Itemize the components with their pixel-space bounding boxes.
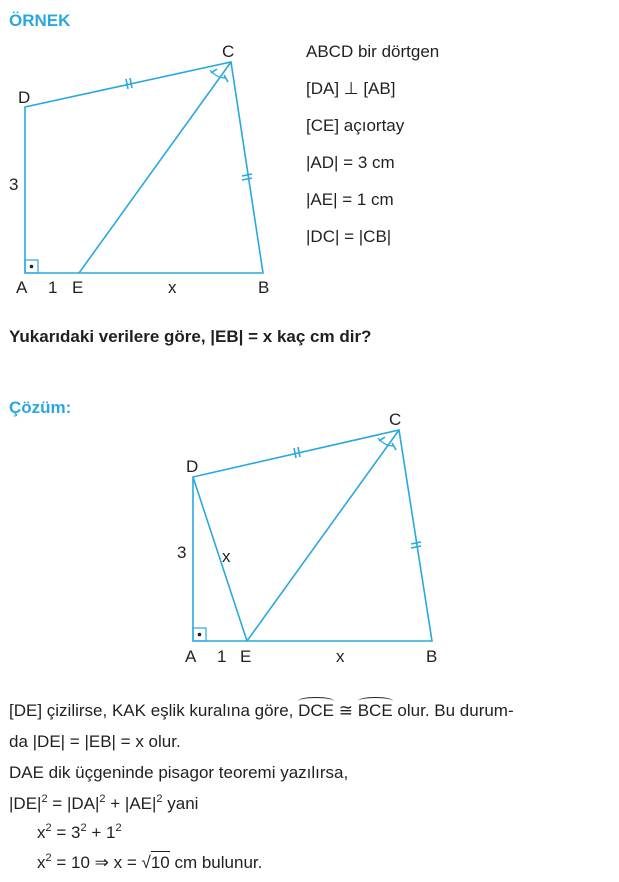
solution-line-6: $x^2 = 10$ ⇒ x = √10 cm bulunur. xyxy=(37,852,263,872)
given-item: |DC| = |CB| xyxy=(306,227,392,246)
label-1: 1 xyxy=(48,278,58,297)
label-e: E xyxy=(240,647,252,666)
segment-ce xyxy=(79,62,231,273)
line1-suffix: olur. Bu durum- xyxy=(392,701,514,720)
example-figure xyxy=(0,36,300,302)
label-3: 3 xyxy=(177,543,187,562)
label-c: C xyxy=(222,42,235,61)
sqrt-radicand: 10 xyxy=(150,853,170,872)
solution-line-4: $|DE|^2 = |DA|^2 + |AE|^2$ yani xyxy=(9,793,199,813)
solution-line-5: $x^2 = 3^2 + 1^2$ xyxy=(37,822,122,842)
solution-figure xyxy=(160,404,460,670)
example-heading: ÖRNEK xyxy=(9,11,71,30)
sqrt-symbol: √ xyxy=(141,853,151,872)
label-a: A xyxy=(16,278,28,297)
label-b: B xyxy=(258,278,270,297)
quadrilateral-abcd xyxy=(25,62,263,273)
segment-de xyxy=(193,477,247,641)
right-angle-dot xyxy=(198,633,202,637)
label-c: C xyxy=(389,410,402,429)
solution-line-2: da |DE| = |EB| = x olur. xyxy=(9,732,181,751)
label-1: 1 xyxy=(217,647,227,666)
label-b: B xyxy=(426,647,438,666)
label-d: D xyxy=(186,457,199,476)
label-d: D xyxy=(18,88,31,107)
given-item: |AE| = 1 cm xyxy=(306,190,394,209)
given-item: ABCD bir dörtgen xyxy=(306,42,440,61)
solution-line-3: DAE dik üçgeninde pisagor teoremi yazılırsa, xyxy=(9,763,349,782)
congruent-symbol: ≅ xyxy=(334,701,358,720)
quadrilateral-abcd xyxy=(193,430,432,641)
label-x-de: x xyxy=(222,547,231,566)
given-item: [CE] açıortay xyxy=(306,116,405,135)
question-text: Yukarıdaki verilere göre, |EB| = x kaç cm dir? xyxy=(9,327,372,346)
solution-line-1 xyxy=(9,701,514,721)
solution-heading: Çözüm: xyxy=(9,398,72,417)
given-item: |AD| = 3 cm xyxy=(306,153,395,172)
line1-prefix: [DE] çizilirse, KAK eşlik kuralına göre, xyxy=(9,701,299,720)
label-e: E xyxy=(72,278,84,297)
angle-bce: BCE xyxy=(357,701,393,720)
label-x: x xyxy=(336,647,345,666)
label-x: x xyxy=(168,278,177,297)
label-3: 3 xyxy=(9,175,19,194)
angle-dce: DCE xyxy=(298,701,335,720)
segment-ce xyxy=(247,430,399,641)
right-angle-dot xyxy=(30,265,34,269)
given-item: [DA] ⊥ [AB] xyxy=(306,79,396,98)
label-a: A xyxy=(185,647,197,666)
given-list xyxy=(306,42,439,264)
